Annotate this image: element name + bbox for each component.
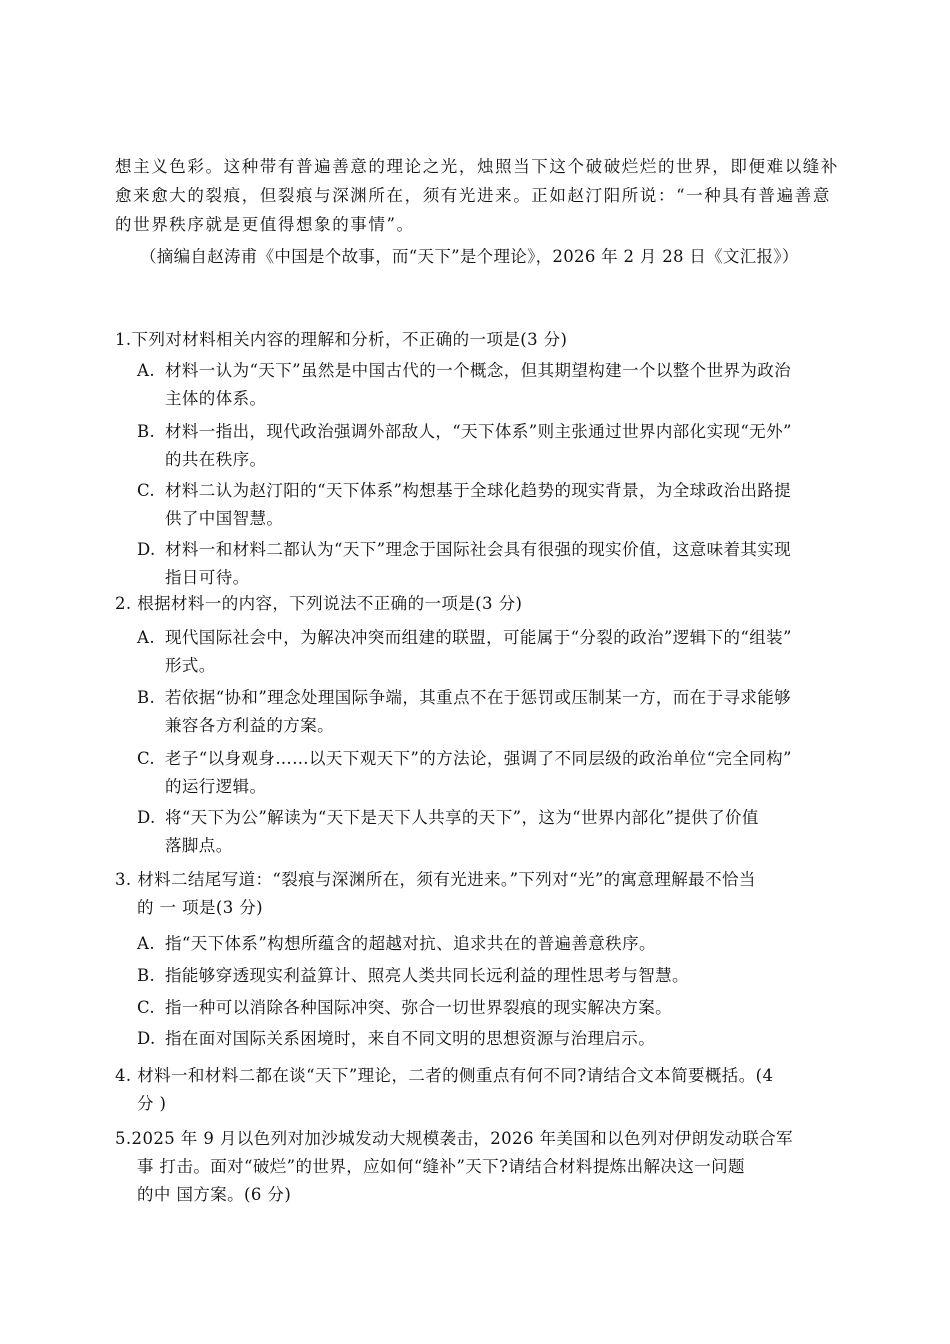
option-text-line: 现代国际社会中，为解决冲突而组建的联盟，可能属于“分裂的政治”逻辑下的“组装” [165, 628, 792, 647]
option-text-line: 指“天下体系”构想所蕴含的超越对抗、追求共在的普遍善意秩序。 [165, 934, 656, 953]
option-text-line: 指能够穿透现实利益算计、照亮人类共同长远利益的理性思考与智慧。 [165, 966, 689, 985]
question-2-option-c [137, 745, 849, 801]
option-letter: A. [137, 361, 155, 380]
question-stem-line: 事 打击。面对“破烂”的世界，应如何“缝补”天下?请结合材料提炼出解决这一问题 [137, 1157, 745, 1176]
option-text-line: 若依据“协和”理念处理国际争端，其重点不在于惩罚或压制某一方，而在于寻求能够 [165, 688, 792, 707]
question-1-stem [115, 326, 855, 354]
option-text-line: 落脚点。 [165, 836, 233, 855]
passage-line: 愈来愈大的裂痕，但裂痕与深渊所在，须有光进来。正如赵汀阳所说：“一种具有普遍善意 [115, 186, 831, 205]
question-3-option-b [137, 962, 849, 990]
question-stem-line: 分 ) [137, 1094, 167, 1113]
option-letter: B. [137, 688, 156, 707]
question-2-option-a [137, 624, 849, 680]
option-text-line: 将“天下为公”解读为“天下是天下人共享的天下”，这为“世界内部化”提供了价值 [165, 808, 759, 827]
question-stem-line: 5.2025 年 9 月以色列对加沙城发动大规模袭击，2026 年美国和以色列对伊朗发动联合军 [115, 1129, 794, 1148]
question-3-stem [115, 866, 855, 922]
question-stem-line: 4. 材料一和材料二都在谈“天下”理论，二者的侧重点有何不同?请结合文本简要概括。(4 [115, 1066, 774, 1085]
option-text-line: 老子“以身观身……以天下观天下”的方法论，强调了不同层级的政治单位“完全同构” [165, 749, 792, 768]
question-2-option-d [137, 804, 849, 860]
question-1-option-a [137, 357, 849, 413]
question-1-option-c [137, 477, 849, 533]
option-text-line: 指一种可以消除各种国际冲突、弥合一切世界裂痕的现实解决方案。 [165, 998, 672, 1017]
question-4-stem [115, 1062, 855, 1118]
passage-line: 的世界秩序就是更值得想象的事情”。 [115, 215, 415, 234]
option-text-line: 材料一认为“天下”虽然是中国古代的一个概念，但其期望构建一个以整个世界为政治 [165, 361, 792, 380]
question-stem-line: 1.下列对材料相关内容的理解和分析，不正确的一项是(3 分) [115, 330, 568, 349]
question-stem-line: 2. 根据材料一的内容，下列说法不正确的一项是(3 分) [115, 594, 523, 613]
option-letter: A. [137, 934, 155, 953]
question-stem-line: 3. 材料二结尾写道：“裂痕与深渊所在，须有光进来。”下列对“光”的寓意理解最不恰当 [115, 870, 756, 889]
option-letter: A. [137, 628, 155, 647]
option-letter: C. [137, 749, 156, 768]
passage-line: 想主义色彩。这种带有普遍善意的理论之光，烛照当下这个破破烂烂的世界，即便难以缝补 [115, 157, 839, 176]
option-letter: B. [137, 966, 156, 985]
option-text-line: 形式。 [165, 656, 216, 675]
option-letter: D. [137, 808, 156, 827]
option-letter: C. [137, 998, 156, 1017]
option-text-line: 指日可待。 [165, 568, 250, 587]
question-5-stem [115, 1125, 855, 1209]
passage-source: （摘编自赵涛甫《中国是个故事，而“天下”是个理论》，2026 年 2 月 28 日《文汇报》） [140, 247, 799, 266]
option-letter: D. [137, 1029, 156, 1048]
question-stem-line: 的 一 项是(3 分) [137, 898, 264, 917]
option-text-line: 材料一和材料二都认为“天下”理念于国际社会具有很强的现实价值，这意味着其实现 [165, 540, 792, 559]
question-stem-line: 的中 国方案。(6 分) [137, 1185, 292, 1204]
question-3-option-d [137, 1025, 849, 1053]
question-2-stem [115, 590, 855, 618]
option-text-line: 供了中国智慧。 [165, 509, 284, 528]
question-3-option-a [137, 930, 849, 958]
question-1-option-d [137, 536, 849, 592]
option-text-line: 主体的体系。 [165, 389, 267, 408]
option-text-line: 的共在秩序。 [165, 450, 267, 469]
option-text-line: 材料一指出，现代政治强调外部敌人，“天下体系”则主张通过世界内部化实现“无外” [165, 422, 792, 441]
option-letter: B. [137, 422, 156, 441]
option-letter: C. [137, 481, 156, 500]
question-1-option-b [137, 418, 849, 474]
question-2-option-b [137, 684, 849, 740]
option-text-line: 指在面对国际关系困境时，来自不同文明的思想资源与治理启示。 [165, 1029, 656, 1048]
option-text-line: 兼容各方利益的方案。 [165, 716, 334, 735]
option-text-line: 的运行逻辑。 [165, 777, 267, 796]
passage-paragraph [115, 152, 843, 239]
question-3-option-c [137, 994, 849, 1022]
option-text-line: 材料二认为赵汀阳的“天下体系”构想基于全球化趋势的现实背景，为全球政治出路提 [165, 481, 792, 500]
option-letter: D. [137, 540, 156, 559]
